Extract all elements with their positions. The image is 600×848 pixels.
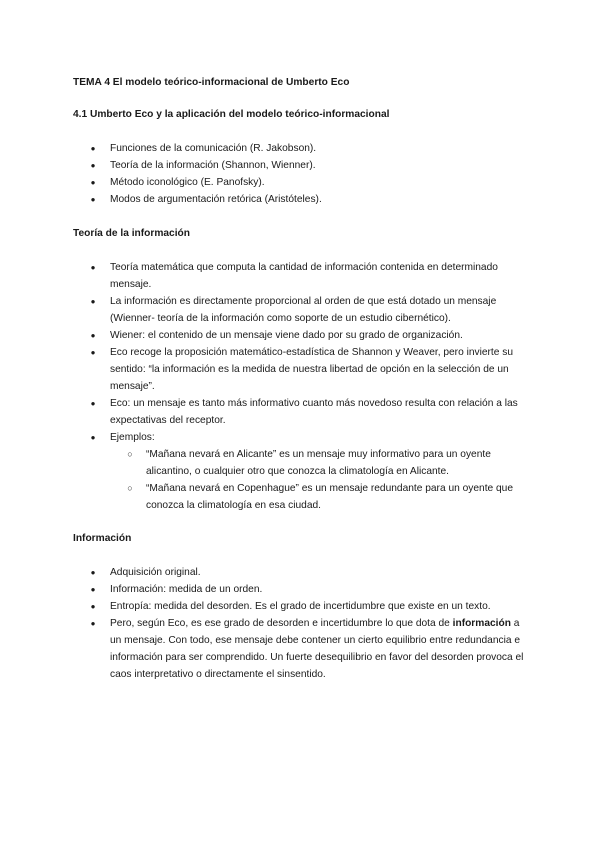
list-item: ● Pero, según Eco, es ese grado de desorden e incertidumbre lo que dota de información a un mensaje. Con todo, ese mensaje debe contener un cierto equilibrio entre redundancia e información para ser comprendido. Un fuerte desequilibrio en favor del desorden provoca el caos interpretativo o directamente el sinsentido. [0, 615, 600, 683]
bullet-icon: ● [90, 195, 96, 204]
bold-term: información [452, 618, 511, 629]
list-item: ● Información: medida de un orden. [0, 581, 600, 598]
bullet-icon: ● [90, 433, 96, 442]
list-item: ● Eco: un mensaje es tanto más informativo cuanto más novedoso resulta con relación a las expectativas del receptor. [0, 395, 600, 429]
list-item: ● Método iconológico (E. Panofsky). [0, 174, 600, 191]
list-item: ● Teoría de la información (Shannon, Wienner). [0, 157, 600, 174]
bullet-icon: ● [90, 399, 96, 408]
information-list [0, 564, 600, 683]
list-item: ● Eco recoge la proposición matemático-estadística de Shannon y Weaver, pero invierte su sentido: “la información es la medida de nuestra libertad de opción en la selección de un mensaje”. [0, 344, 600, 395]
hollow-bullet-icon: ○ [127, 483, 133, 493]
bullet-icon: ● [90, 331, 96, 340]
bullet-icon: ● [90, 161, 96, 170]
list-item: ● Teoría matemática que computa la cantidad de información contenida en determinado mensaje. [0, 259, 600, 293]
hollow-bullet-icon: ○ [127, 449, 133, 459]
list-item: ● Adquisición original. [0, 564, 600, 581]
list-item: ● La información es directamente proporcional al orden de que está dotado un mensaje (Wienner- teoría de la información como soporte de un estudio cibernético). [0, 293, 600, 327]
bullet-icon: ● [90, 297, 96, 306]
information-theory-list [0, 259, 600, 514]
list-item: ● Modos de argumentación retórica (Aristóteles). [0, 191, 600, 208]
bullet-icon: ● [90, 178, 96, 187]
sub-list-item: ○ “Mañana nevará en Copenhague” es un mensaje redundante para un oyente que conozca la climatología en esa ciudad. [0, 480, 600, 514]
list-item: ● Ejemplos: [0, 429, 600, 446]
bullet-icon: ● [90, 602, 96, 611]
bullet-icon: ● [90, 263, 96, 272]
section-heading-information-theory: Teoría de la información [73, 228, 190, 239]
list-item: ● Wiener: el contenido de un mensaje viene dado por su grado de organización. [0, 327, 600, 344]
list-item: ● Entropía: medida del desorden. Es el grado de incertidumbre que existe en un texto. [0, 598, 600, 615]
document-title: TEMA 4 El modelo teórico-informacional de Umberto Eco [73, 77, 350, 88]
sub-list-item: ○ “Mañana nevará en Alicante” es un mensaje muy informativo para un oyente alicantino, o cualquier otro que conozca la climatología en Alicante. [0, 446, 600, 480]
bullet-icon: ● [90, 568, 96, 577]
bullet-icon: ● [90, 348, 96, 357]
bullet-icon: ● [90, 144, 96, 153]
list-item: ● Funciones de la comunicación (R. Jakobson). [0, 140, 600, 157]
bullet-icon: ● [90, 619, 96, 628]
functions-list [0, 140, 600, 208]
section-heading-information: Información [73, 533, 132, 544]
section-heading-eco-model: 4.1 Umberto Eco y la aplicación del modelo teórico-informacional [73, 109, 390, 120]
bullet-icon: ● [90, 585, 96, 594]
